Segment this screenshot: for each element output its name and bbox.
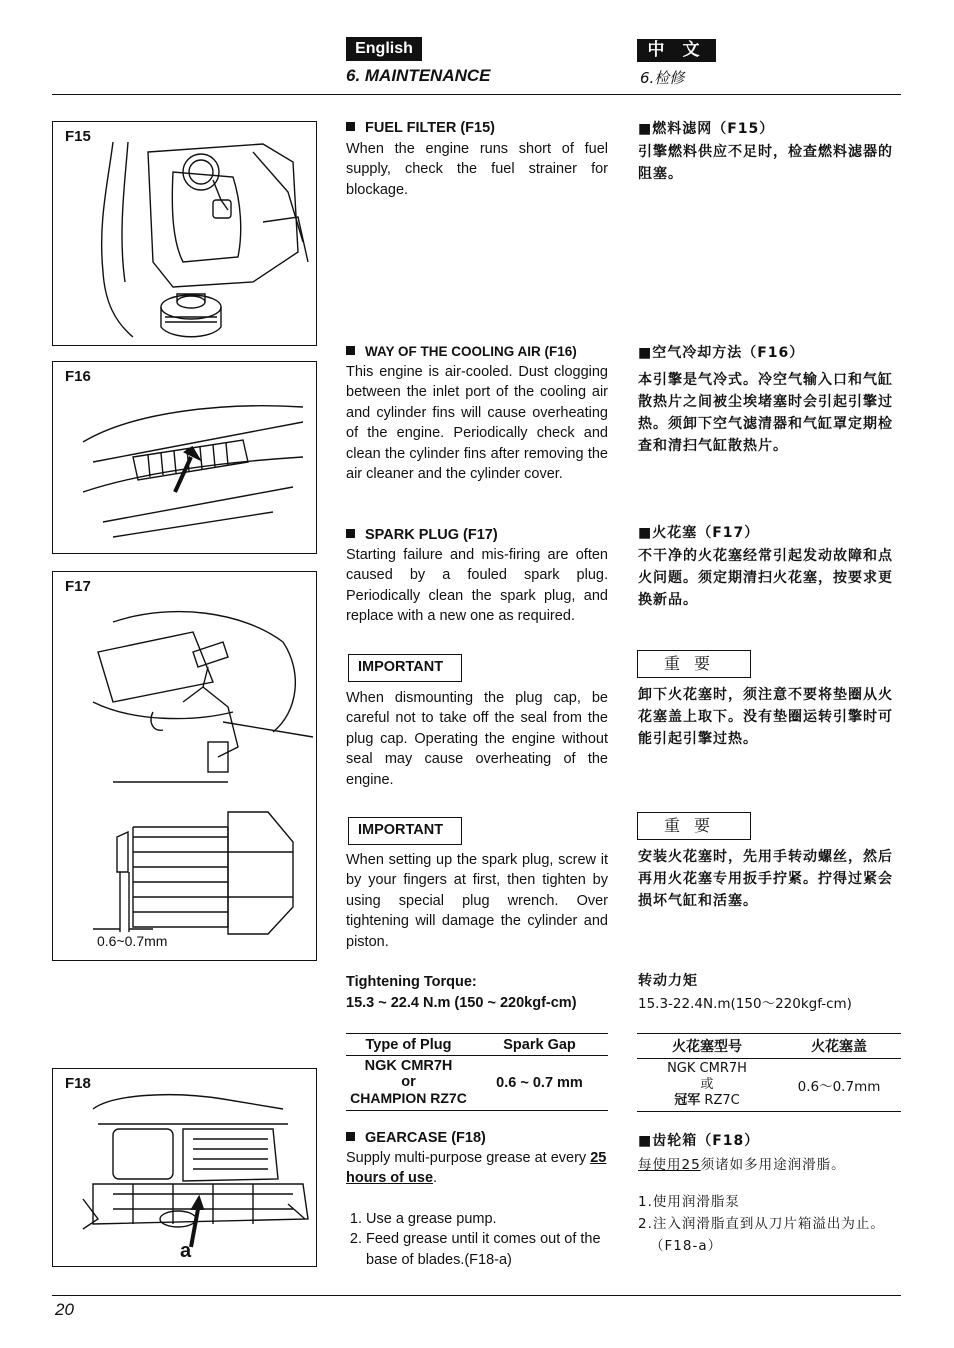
torque-value-zh: 15.3-22.4N.m(150～220kgf-cm) <box>638 996 852 1012</box>
figure-f18 <box>52 1068 317 1267</box>
important-2-text-en: When setting up the spark plug, screw it by your fingers at first, then tighten by using special plug wrench. Over tightening will damage the cylinder and piston. <box>346 852 608 950</box>
grease-interval-zh: 25 <box>681 1157 701 1173</box>
bullet-square-icon <box>346 1132 355 1141</box>
fuel-filter-heading-zh: ■燃料滤网（F15） <box>638 121 775 137</box>
table-header-spark-gap-zh: 火花塞盖 <box>811 1039 867 1055</box>
spark-plug-text-zh: 不干净的火花塞经常引起发动故障和点火问题。须定期清扫火花塞，按要求更换新品。 <box>638 548 893 608</box>
cooling-air-text-zh: 本引擎是气冷式。冷空气输入口和气缸散热片之间被尘埃堵塞时会引起引擎过热。须卸下空气滤清器和气缸罩定期检查和清扫气缸散热片。 <box>638 372 893 454</box>
list-item: 2. Feed grease until it comes out of the base of blades.(F18-a) <box>366 1229 608 1270</box>
page-number: 20 <box>55 1300 74 1319</box>
section-title-zh: 6.检修 <box>640 69 685 87</box>
bullet-square-icon <box>346 529 355 538</box>
important-1-text-en: When dismounting the plug cap, be careful not to take off the seal from the plug cap. Operating the engine without seal may cause overheating of the engine. <box>346 690 608 788</box>
important-box-1-zh: 重要 <box>637 650 751 678</box>
list-item: 1. Use a grease pump. <box>366 1209 608 1229</box>
figure-label-f16: F16 <box>65 368 91 385</box>
gearcase-step-1-zh: 1.使用润滑脂泵 <box>638 1194 740 1210</box>
section-title-en: 6. MAINTENANCE <box>346 66 491 85</box>
language-tag-chinese: 中 文 <box>637 39 716 62</box>
footer-rule <box>52 1295 901 1296</box>
spark-plug-illustration <box>53 572 317 961</box>
figure-f17 <box>52 571 317 961</box>
figure-f16 <box>52 361 317 554</box>
table-cell-plug-types-zh: NGK CMR7H 或 冠军 RZ7C <box>667 1061 747 1108</box>
gearcase-illustration <box>53 1069 317 1267</box>
figure-label-f15: F15 <box>65 128 91 145</box>
figure-f15 <box>52 121 317 346</box>
important-box-2-en: IMPORTANT <box>348 817 462 845</box>
grease-interval: 25 hours of use <box>346 1150 607 1187</box>
gearcase-text-en: Supply multi-purpose grease at every 25 hours of use. <box>346 1150 607 1187</box>
spark-plug-heading-zh: ■火花塞（F17） <box>638 525 760 541</box>
table-header-plug-type: Type of Plug <box>365 1036 452 1053</box>
fuel-tank-illustration <box>53 122 317 346</box>
gap-dimension-label: 0.6~0.7mm <box>97 933 168 949</box>
fuel-filter-text-zh: 引擎燃料供应不足时，检查燃料滤器的阻塞。 <box>638 144 893 182</box>
spark-plug-heading-en: SPARK PLUG (F17) <box>346 525 608 545</box>
table-cell-gap-zh: 0.6～0.7mm <box>797 1079 881 1095</box>
header-rule <box>52 94 901 95</box>
gearcase-text-zh: 每使用25须诸如多用途润滑脂。 <box>638 1157 846 1173</box>
gearcase-step-2-zh: 2.注入润滑脂直到从刀片箱溢出为止。（F18-a） <box>638 1216 885 1254</box>
plug-table-en <box>346 1033 608 1111</box>
torque-label-en: Tightening Torque: <box>346 974 477 990</box>
bullet-square-icon <box>346 122 355 131</box>
gearcase-heading-zh: ■齿轮箱（F18） <box>638 1133 760 1149</box>
gearcase-heading-en: GEARCASE (F18) <box>346 1128 608 1148</box>
important-2-text-zh: 安装火花塞时，先用手转动螺丝，然后再用火花塞专用扳手拧紧。拧得过紧会损坏气缸和活塞。 <box>638 849 893 909</box>
fuel-filter-text-en: When the engine runs short of fuel supply, check the fuel strainer for blockage. <box>346 141 608 198</box>
gearcase-steps-en <box>346 1209 608 1270</box>
cooling-air-heading-zh: ■空气冷却方法（F16） <box>638 345 805 361</box>
cooling-air-heading-en: WAY OF THE COOLING AIR (F16) <box>346 342 608 362</box>
spark-plug-text-en: Starting failure and mis-firing are often caused by a fouled spark plug. Periodically clean the spark plug, and replace with a new one as required. <box>346 547 608 625</box>
table-cell-plug-types: NGK CMR7H or CHAMPION RZ7C <box>350 1058 467 1106</box>
bullet-square-icon <box>346 346 355 355</box>
fuel-filter-heading-en: FUEL FILTER (F15) <box>346 118 608 138</box>
figure-label-f18: F18 <box>65 1075 91 1092</box>
torque-value-en: 15.3 ~ 22.4 N.m (150 ~ 220kgf-cm) <box>346 995 577 1011</box>
table-header-plug-type-zh: 火花塞型号 <box>672 1039 742 1055</box>
plug-table-zh <box>637 1033 901 1112</box>
important-1-text-zh: 卸下火花塞时，须注意不要将垫圈从火花塞盖上取下。没有垫圈运转引擎时可能引起引擎过热。 <box>638 687 893 747</box>
cylinder-fins-illustration <box>53 362 317 554</box>
language-tag-english: English <box>346 37 422 61</box>
table-cell-gap: 0.6 ~ 0.7 mm <box>496 1075 583 1091</box>
important-box-1-en: IMPORTANT <box>348 654 462 682</box>
table-header-spark-gap: Spark Gap <box>503 1036 576 1053</box>
figure-label-f17: F17 <box>65 578 91 595</box>
important-box-2-zh: 重要 <box>637 812 751 840</box>
cooling-air-text-en: This engine is air-cooled. Dust clogging between the inlet port of the cooling air and cylinder fins will cause overheating of the engine. Periodically check and clean the cylinder fins after removing the air cleaner and the cylinder cover. <box>346 364 608 483</box>
torque-label-zh: 转动力矩 <box>638 973 698 989</box>
gearcase-point-a: a <box>180 1240 192 1262</box>
